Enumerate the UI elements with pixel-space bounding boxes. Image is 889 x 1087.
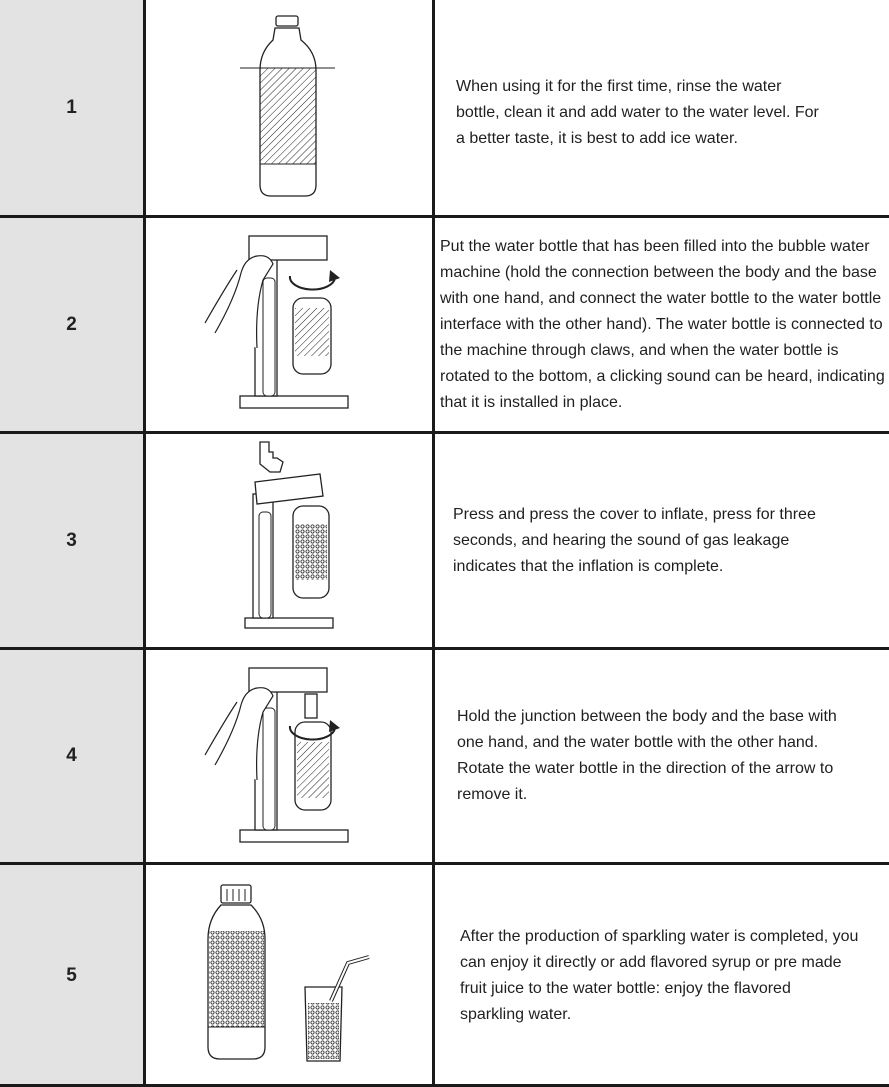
step-number: 5 [0,865,143,1087]
press-cover-machine-icon [145,434,432,647]
sparkling-bottle-glass-icon [145,865,432,1087]
row-divider [0,215,889,218]
column-divider [432,0,435,1087]
step-description: Press and press the cover to inflate, press for three seconds, and hearing the sound of gas leakage indicates that the inflation is complete. [453,505,816,575]
step-number: 1 [0,0,143,215]
step-illustration [145,650,432,862]
step-description: When using it for the first time, rinse the water bottle, clean it and add water to the water level. For a better taste, it is best to add ice water. [456,77,819,147]
step-illustration [145,0,432,215]
attach-bottle-machine-icon [145,218,432,431]
bottle-fill-level-icon [145,0,432,215]
step-row-2 [0,218,889,431]
step-description: After the production of sparkling water is completed, you can enjoy it directly or add flavored syrup or pre made fruit juice to the water bottle: enjoy the flavored sparkling water. [460,928,859,1023]
row-divider [0,431,889,434]
step-number: 3 [0,434,143,647]
column-divider [143,0,146,1087]
step-number: 2 [0,218,143,431]
row-divider [0,647,889,650]
remove-bottle-machine-icon [145,650,432,862]
step-description: Hold the junction between the body and the base with one hand, and the water bottle with the other hand. Rotate the water bottle in the direction of the arrow to remove it. [457,708,837,803]
step-illustration [145,218,432,431]
step-number: 4 [0,650,143,862]
step-row-3 [0,434,889,647]
step-description: Put the water bottle that has been filled into the bubble water machine (hold the connection between the body and the base with one hand, and connect the water bottle to the water bottle interface with the other hand). The water bottle is connected to the machine through claws, and when the water bottle is rotated to the bottom, a clicking sound can be heard, indicating that it is installed in place. [440,237,885,411]
step-illustration [145,865,432,1087]
step-row-5 [0,865,889,1087]
step-row-1 [0,0,889,215]
step-illustration [145,434,432,647]
row-divider [0,862,889,865]
step-row-4 [0,650,889,862]
